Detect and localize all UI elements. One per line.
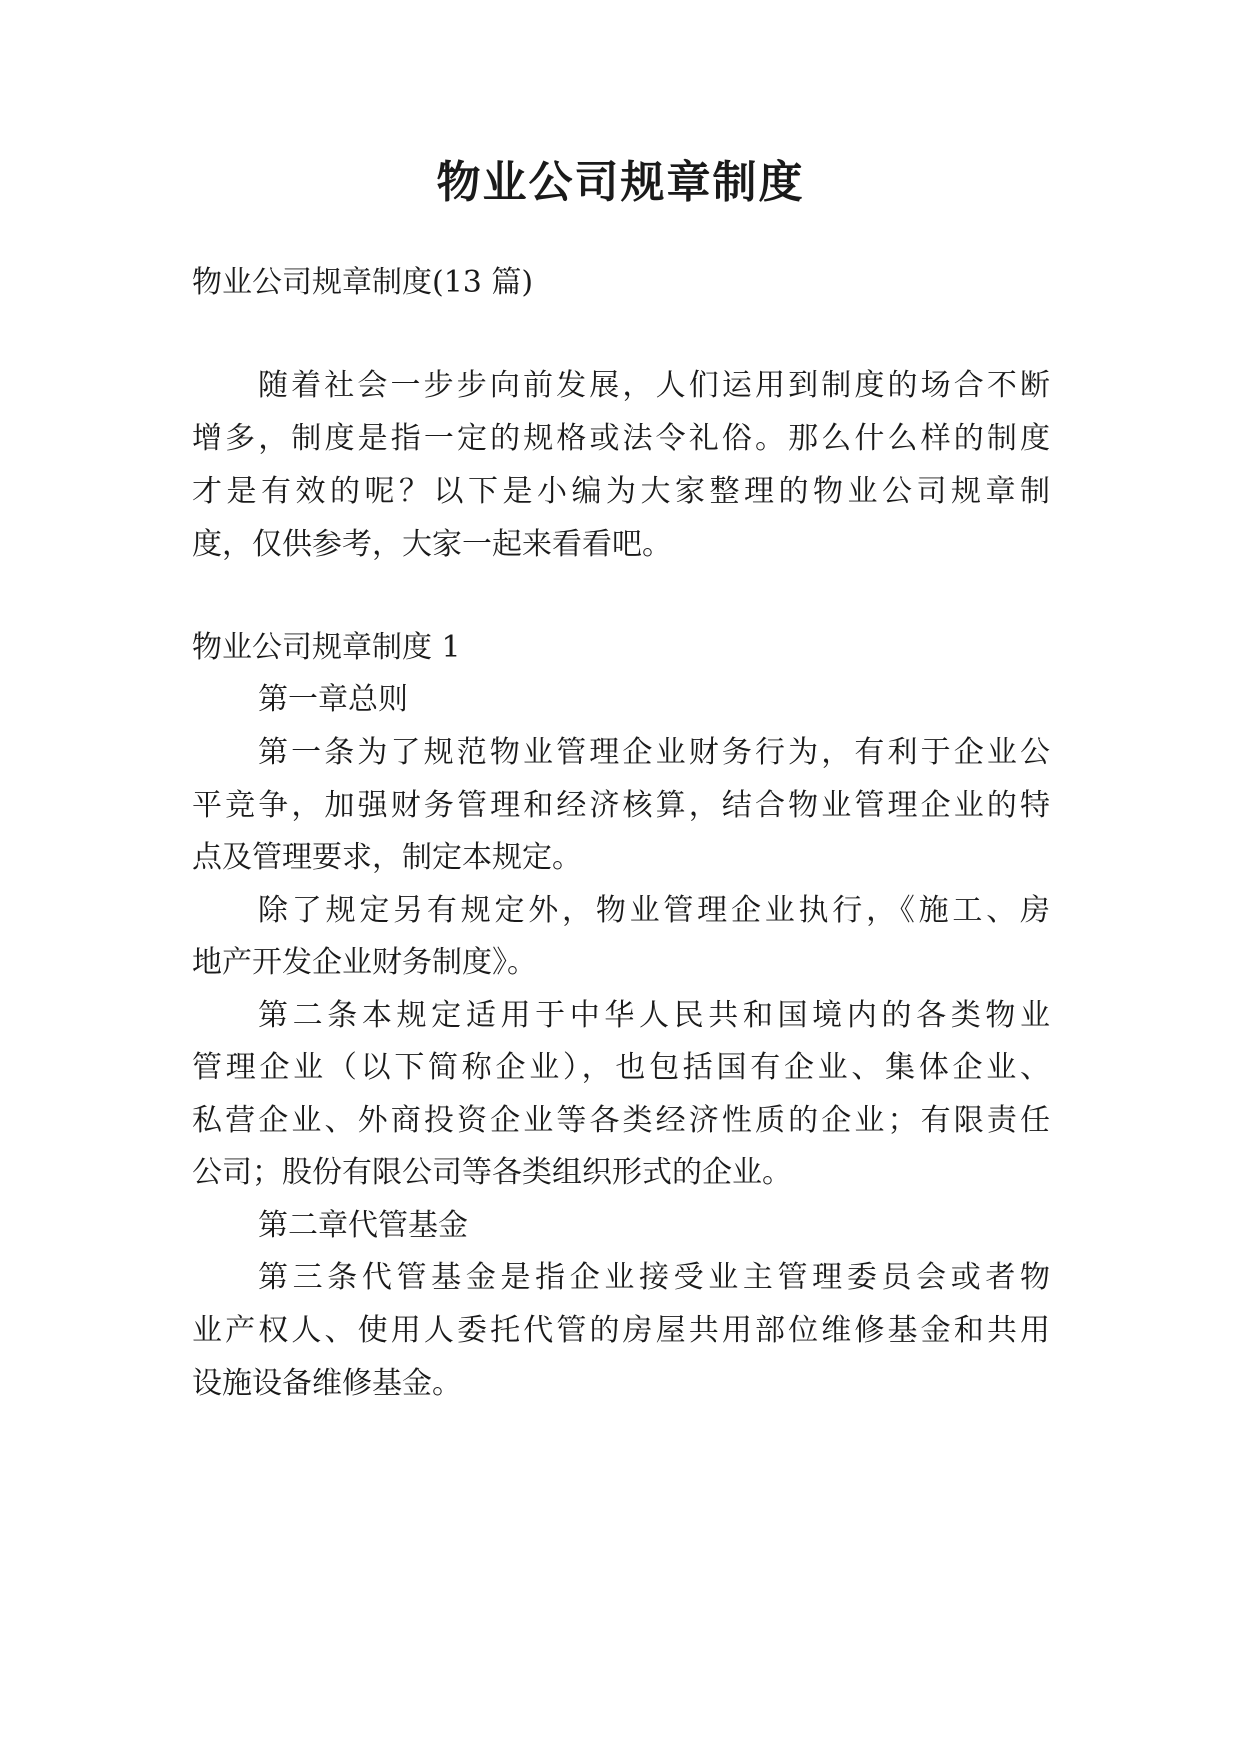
article-line: 平竞争，加强财务管理和经济核算，结合物业管理企业的特 — [192, 788, 1050, 823]
article-line: 第一条为了规范物业管理企业财务行为，有利于企业公 — [258, 735, 1050, 770]
article-line: 点及管理要求，制定本规定。 — [192, 840, 582, 875]
chapter-heading: 第一章总则 — [258, 682, 408, 717]
section-title: 物业公司规章制度 1 — [192, 630, 461, 665]
document-subtitle: 物业公司规章制度(13 篇) — [192, 265, 534, 300]
intro-line: 度，仅供参考，大家一起来看看吧。 — [192, 527, 672, 562]
article-line: 地产开发企业财务制度》。 — [192, 945, 537, 980]
intro-line: 才是有效的呢？以下是小编为大家整理的物业公司规章制 — [192, 474, 1050, 509]
article-line: 除了规定另有规定外，物业管理企业执行，《施工、房 — [258, 893, 1050, 928]
article-line: 设施设备维修基金。 — [192, 1366, 462, 1401]
article-line: 第二条本规定适用于中华人民共和国境内的各类物业 — [258, 998, 1050, 1033]
article-line: 私营企业、外商投资企业等各类经济性质的企业；有限责任 — [192, 1103, 1050, 1138]
article-line: 第三条代管基金是指企业接受业主管理委员会或者物 — [258, 1260, 1050, 1295]
intro-line: 随着社会一步步向前发展，人们运用到制度的场合不断 — [258, 368, 1050, 403]
article-line: 管理企业（以下简称企业），也包括国有企业、集体企业、 — [192, 1050, 1050, 1085]
article-line: 公司；股份有限公司等各类组织形式的企业。 — [192, 1155, 792, 1190]
article-line: 业产权人、使用人委托代管的房屋共用部位维修基金和共用 — [192, 1313, 1050, 1348]
document-title: 物业公司规章制度 — [436, 157, 805, 208]
chapter-heading: 第二章代管基金 — [258, 1208, 468, 1243]
intro-line: 增多，制度是指一定的规格或法令礼俗。那么什么样的制度 — [192, 421, 1050, 456]
